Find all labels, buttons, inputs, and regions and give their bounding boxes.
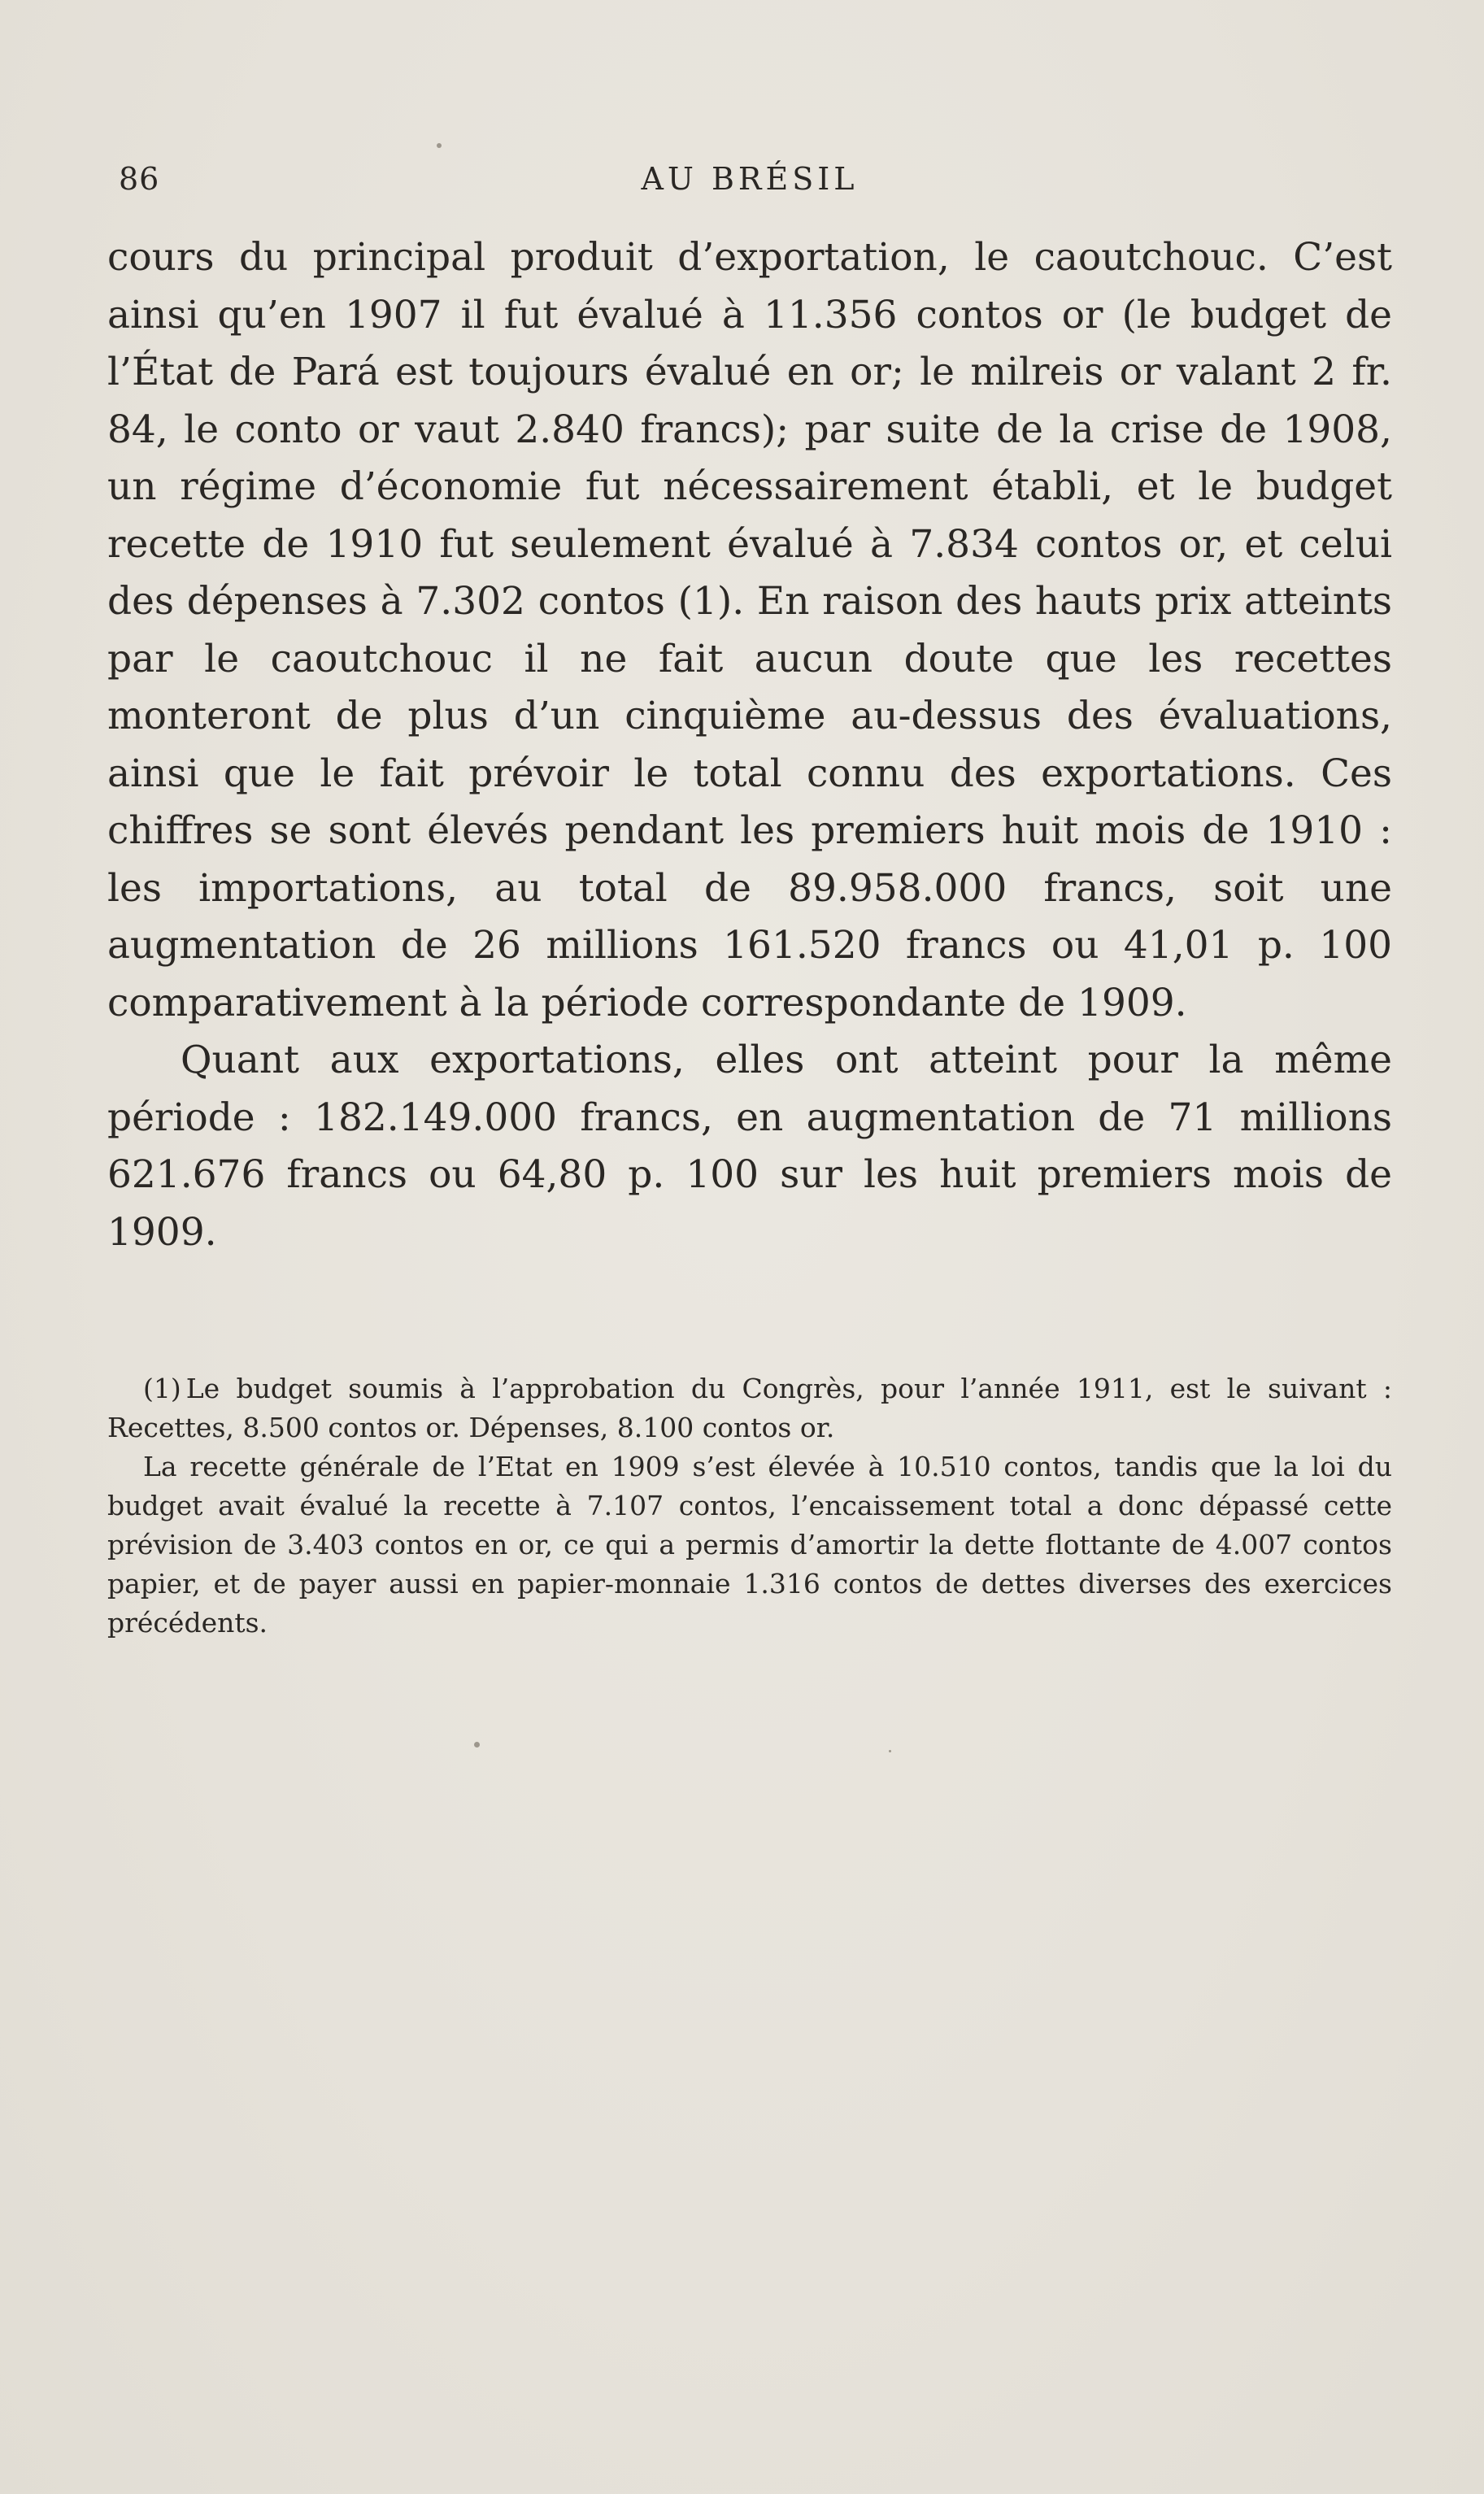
running-title: AU BRÉSIL — [641, 161, 859, 197]
footnotes — [107, 1369, 1392, 1643]
body-paragraph: Quant aux exportations, elles ont atteint pour la même période : 182.149.000 francs, en augmentation de 71 millions 621.676 francs ou 64,80 p. 100 sur les huit premiers mois de 1909. — [107, 1038, 1392, 1255]
running-head — [107, 161, 1392, 202]
footnote-mark: (1) — [143, 1373, 181, 1404]
body-text — [107, 229, 1392, 1261]
paper-speck — [437, 143, 442, 148]
paper-speck — [889, 1750, 891, 1752]
page-number: 86 — [119, 161, 160, 197]
body-paragraph: cours du principal produit d’exportation, le caoutchouc. C’est ainsi qu’en 1907 il fut évalué à 11.356 contos or (le budget de l’État de Pará est toujours évalué en or; le milreis or valant 2 fr. 84, le conto or vaut 2.840 francs); par suite de la crise de 1908, un régime d’économie fut nécessairement établi, et le budget recette de 1910 fut seulement évalué à 7.834 contos or, et celui des dépenses à 7.302 contos (1). En raison des hauts prix atteints par le caoutchouc il ne fait aucun doute que les recettes monteront de plus d’un cinquième au-dessus des évaluations, ainsi que le fait prévoir le total connu des exportations. Ces chiffres se sont élevés pendant les premiers huit mois de 1910 : les importations, au total de 89.958.000 francs, soit une augmentation de 26 millions 161.520 francs ou 41,01 p. 100 comparativement à la période correspondante de 1909. — [107, 235, 1392, 1025]
footnote-paragraph: La recette générale de l’Etat en 1909 s’est élevée à 10.510 contos, tandis que la loi du budget avait évalué la recette à 7.107 contos, l’encaissement total a donc dépassé cette prévision de 3.403 contos en or, ce qui a permis d’amortir la dette flottante de 4.007 contos papier, et de payer aussi en papier-monnaie 1.316 contos de dettes diverses des exercices précédents. — [107, 1451, 1392, 1639]
footnote-paragraph — [107, 1369, 1392, 1447]
paper-speck — [474, 1742, 480, 1748]
footnote-text: Le budget soumis à l’approbation du Congrès, pour l’année 1911, est le suivant : Recettes, 8.500 contos or. Dépenses, 8.100 contos or. — [107, 1373, 1392, 1443]
